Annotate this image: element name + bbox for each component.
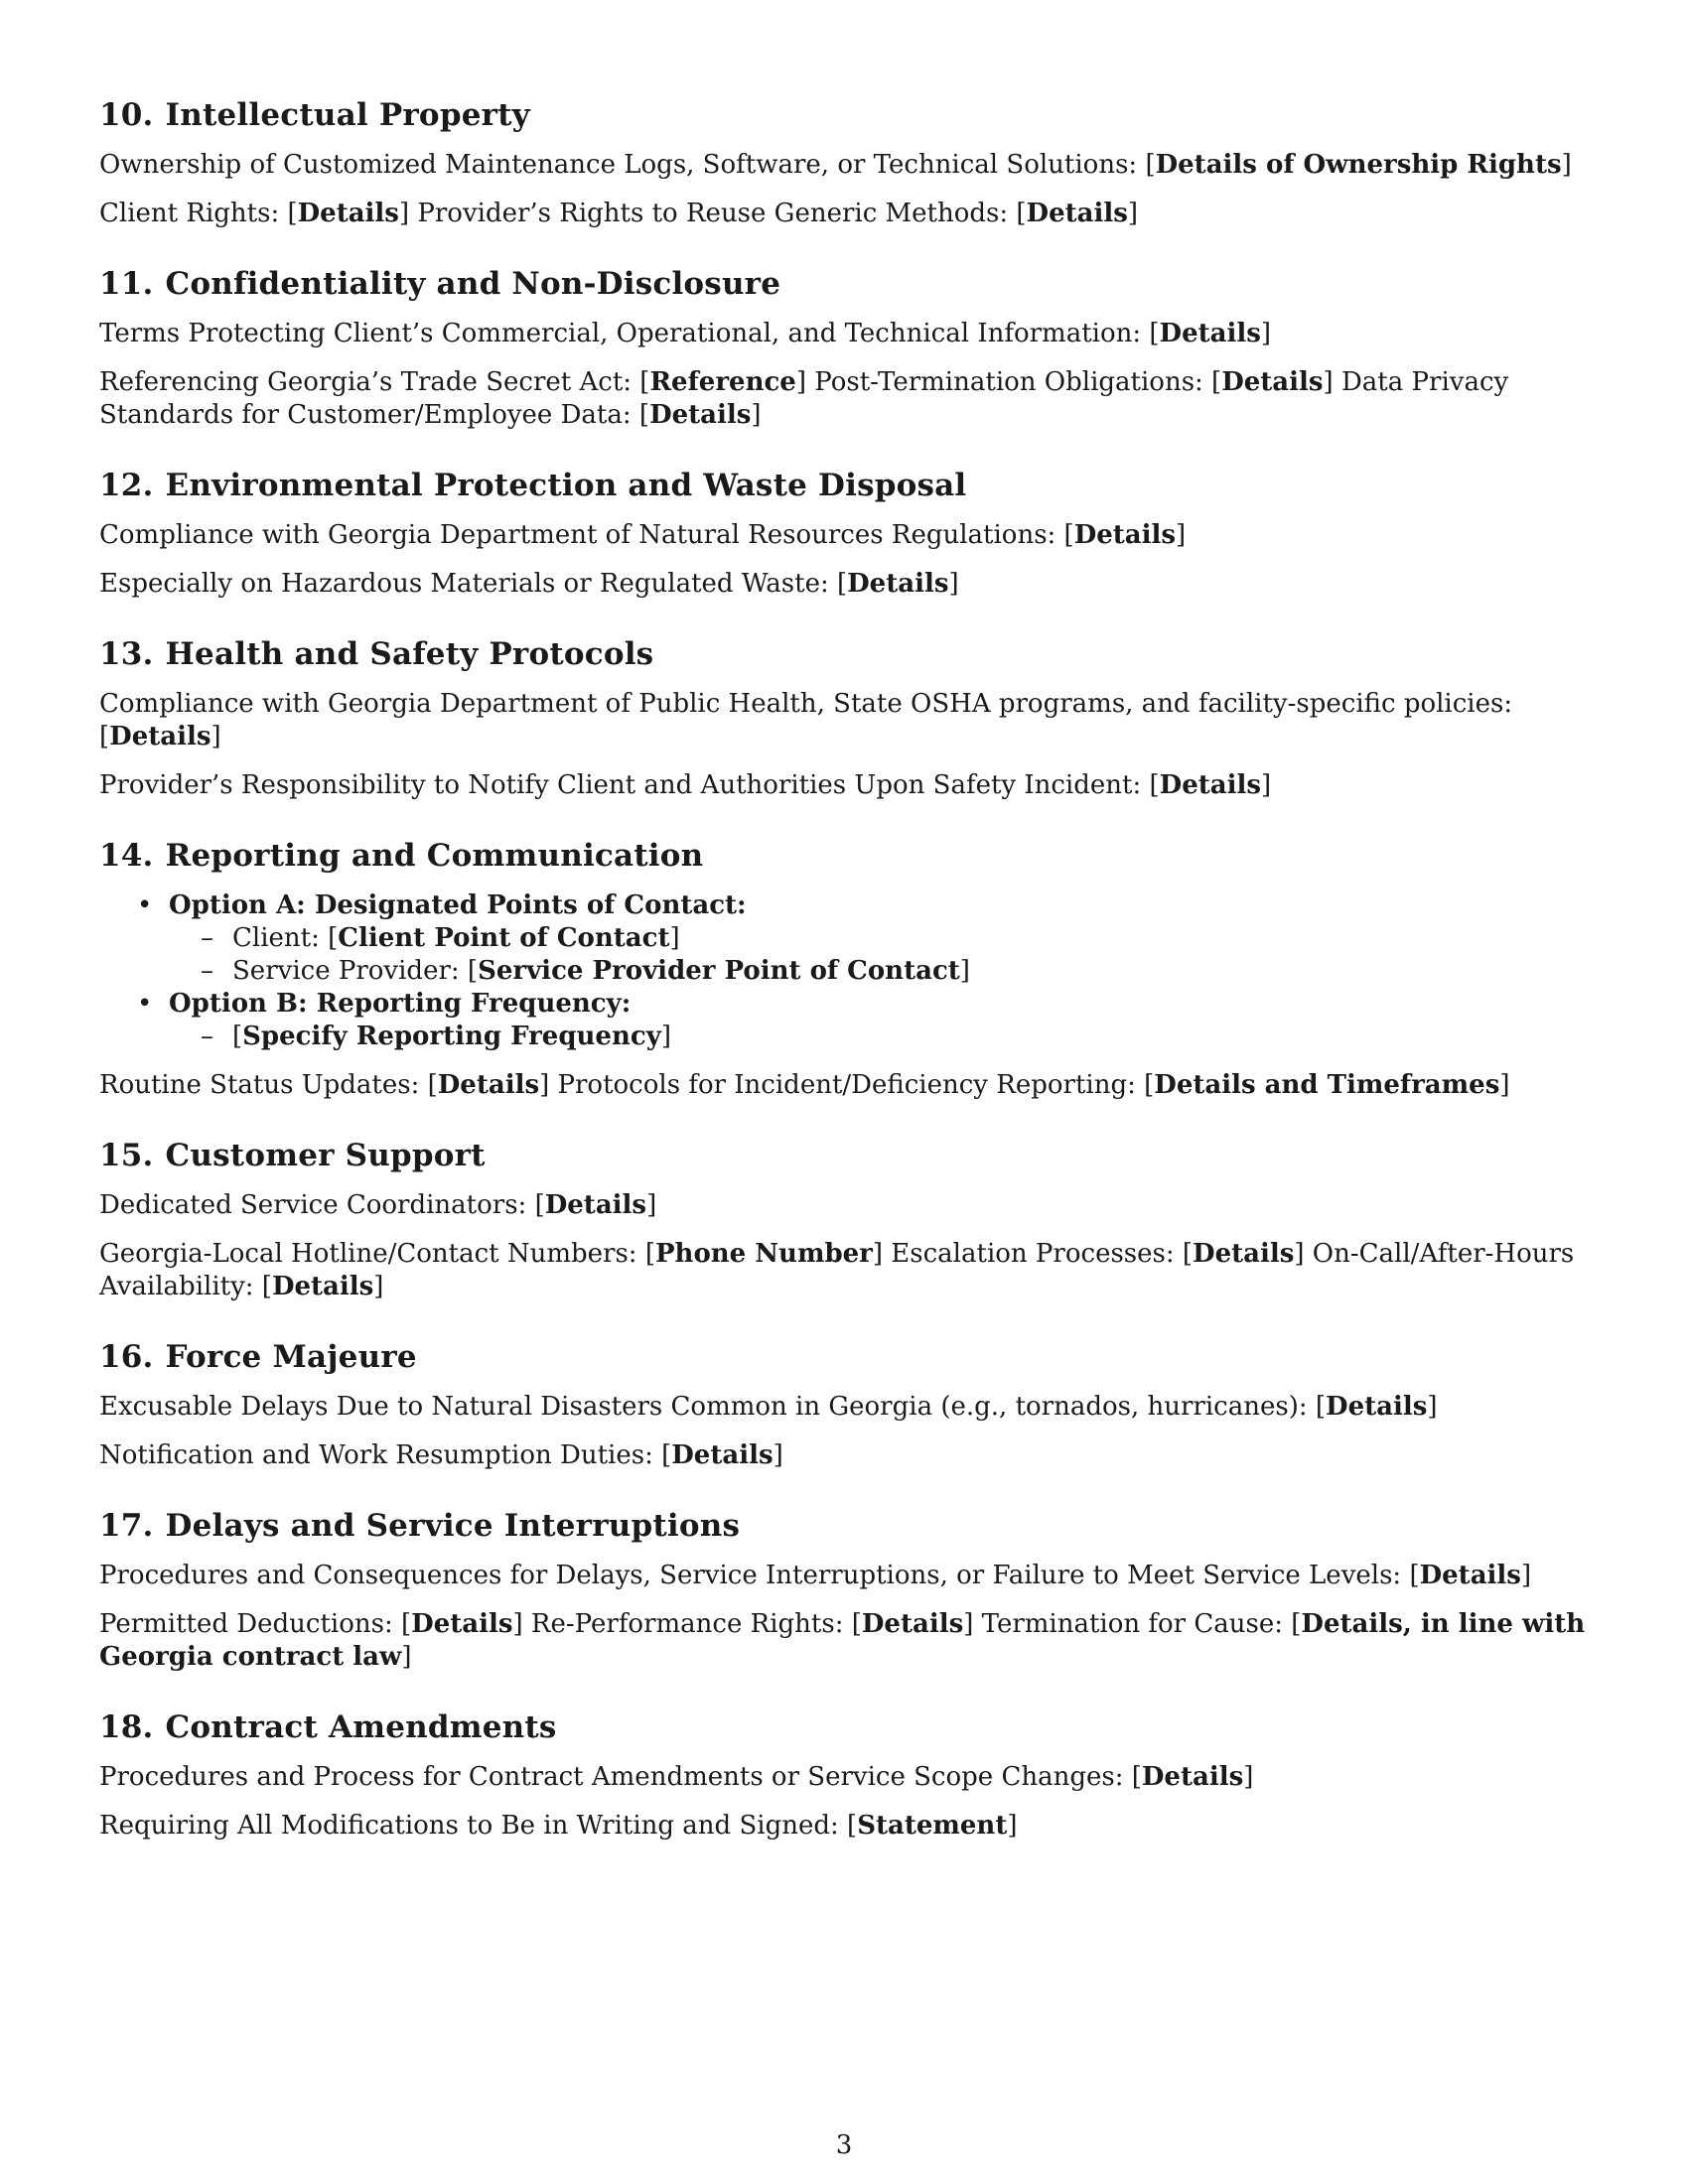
- list-item-client-contact: – Client: [Client Point of Contact]: [201, 922, 1589, 955]
- section-heading: 12. Environmental Protection and Waste Disposal: [99, 468, 967, 503]
- list-item-option-a: • Option A: Designated Points of Contact: – Client: [Client Point of Contact] – Service Provider: [Service Provider Point of Contact]: [135, 889, 1589, 988]
- paragraph: Dedicated Service Coordinators: [Details]: [99, 1190, 657, 1220]
- section-intellectual-property: [99, 95, 1589, 230]
- placeholder: Details: [649, 400, 752, 430]
- section-heading: 13. Health and Safety Protocols: [99, 636, 654, 672]
- paragraph: Excusable Delays Due to Natural Disasters Common in Georgia (e.g., tornados, hurricanes): [Details]: [99, 1392, 1438, 1422]
- placeholder: Details of Ownership Rights: [1155, 150, 1562, 180]
- paragraph: Georgia-Local Hotline/Contact Numbers: [Phone Number] Escalation Processes: [Details] On-Call/After-Hours Availability: [Details]: [99, 1239, 1575, 1301]
- section-reporting-communication: [99, 836, 1589, 1102]
- section-customer-support: [99, 1136, 1589, 1303]
- paragraph: Compliance with Georgia Department of Natural Resources Regulations: [Details]: [99, 520, 1187, 550]
- placeholder: Details: [109, 722, 211, 751]
- paragraph: Procedures and Consequences for Delays, Service Interruptions, or Failure to Meet Service Levels: [Details]: [99, 1561, 1532, 1590]
- placeholder: Details: [671, 1440, 774, 1470]
- section-health-safety: [99, 634, 1589, 802]
- placeholder: Details: [1419, 1561, 1521, 1590]
- placeholder: Client Point of Contact: [338, 923, 670, 953]
- placeholder: Details: [847, 569, 949, 599]
- paragraph: Especially on Hazardous Materials or Regulated Waste: [Details]: [99, 569, 959, 599]
- section-heading: 14. Reporting and Communication: [99, 838, 704, 874]
- paragraph: Client Rights: [Details] Provider’s Rights to Reuse Generic Methods: [Details]: [99, 199, 1139, 228]
- placeholder: Details: [1159, 770, 1261, 800]
- placeholder: Details: [1221, 367, 1324, 397]
- section-heading: 15. Customer Support: [99, 1138, 486, 1173]
- paragraph: Routine Status Updates: [Details] Protocols for Incident/Deficiency Reporting: [Details and Timeframes]: [99, 1070, 1510, 1100]
- paragraph: Permitted Deductions: [Details] Re-Performance Rights: [Details] Termination for Cause: [Details, in line with Georgia contract law]: [99, 1609, 1586, 1672]
- placeholder: Details: [437, 1070, 540, 1100]
- paragraph: Ownership of Customized Maintenance Logs, Software, or Technical Solutions: [Details of Ownership Rights]: [99, 150, 1572, 180]
- placeholder: Details: [1141, 1762, 1244, 1792]
- section-force-majeure: [99, 1337, 1589, 1472]
- placeholder: Details: [411, 1609, 513, 1639]
- section-heading: 16. Force Majeure: [99, 1339, 417, 1375]
- section-delays-interruptions: [99, 1506, 1589, 1674]
- section-heading: 17. Delays and Service Interruptions: [99, 1508, 741, 1544]
- placeholder: Details: [1193, 1239, 1295, 1269]
- placeholder: Specify Reporting Frequency: [242, 1022, 661, 1051]
- placeholder: Details: [1326, 1392, 1428, 1422]
- paragraph: Terms Protecting Client’s Commercial, Operational, and Technical Information: [Details]: [99, 319, 1272, 348]
- paragraph: Referencing Georgia’s Trade Secret Act: [Reference] Post-Termination Obligations: [Details] Data Privacy Standards for Customer/Employee Data: [Details]: [99, 367, 1509, 430]
- list-item-reporting-frequency: – [Specify Reporting Frequency]: [201, 1021, 1589, 1053]
- document-page: [99, 95, 1589, 1876]
- placeholder: Phone Number: [654, 1239, 873, 1269]
- paragraph: Provider’s Responsibility to Notify Client and Authorities Upon Safety Incident: [Details]: [99, 770, 1272, 800]
- sub-list: [169, 1021, 1589, 1053]
- list-item-option-b: • Option B: Reporting Frequency: – [Specify Reporting Frequency]: [135, 988, 1589, 1053]
- placeholder: Statement: [857, 1811, 1008, 1841]
- section-heading: 18. Contract Amendments: [99, 1709, 557, 1745]
- placeholder: Details, in line with Georgia contract law: [99, 1609, 1586, 1672]
- placeholder: Details: [271, 1272, 374, 1301]
- page-number: 3: [835, 2130, 853, 2160]
- placeholder: Details: [861, 1609, 964, 1639]
- placeholder: Details: [1026, 199, 1128, 228]
- placeholder: Details: [1159, 319, 1261, 348]
- section-confidentiality: [99, 264, 1589, 432]
- placeholder: Service Provider Point of Contact: [478, 956, 960, 986]
- options-list: [99, 889, 1589, 1053]
- placeholder: Details and Timeframes: [1154, 1070, 1500, 1100]
- placeholder: Details: [297, 199, 399, 228]
- section-contract-amendments: [99, 1707, 1589, 1843]
- paragraph: Requiring All Modifications to Be in Writing and Signed: [Statement]: [99, 1811, 1018, 1841]
- list-item-provider-contact: – Service Provider: [Service Provider Point of Contact]: [201, 955, 1589, 988]
- section-heading: 11. Confidentiality and Non-Disclosure: [99, 266, 781, 302]
- placeholder: Reference: [649, 367, 796, 397]
- sub-list: [169, 922, 1589, 988]
- paragraph: Compliance with Georgia Department of Public Health, State OSHA programs, and facility-specific policies: [Details]: [99, 689, 1513, 751]
- paragraph: Notification and Work Resumption Duties: [Details]: [99, 1440, 783, 1470]
- section-environmental-protection: [99, 466, 1589, 601]
- section-heading: 10. Intellectual Property: [99, 97, 530, 133]
- placeholder: Details: [544, 1190, 647, 1220]
- paragraph: Procedures and Process for Contract Amendments or Service Scope Changes: [Details]: [99, 1762, 1254, 1792]
- placeholder: Details: [1073, 520, 1177, 550]
